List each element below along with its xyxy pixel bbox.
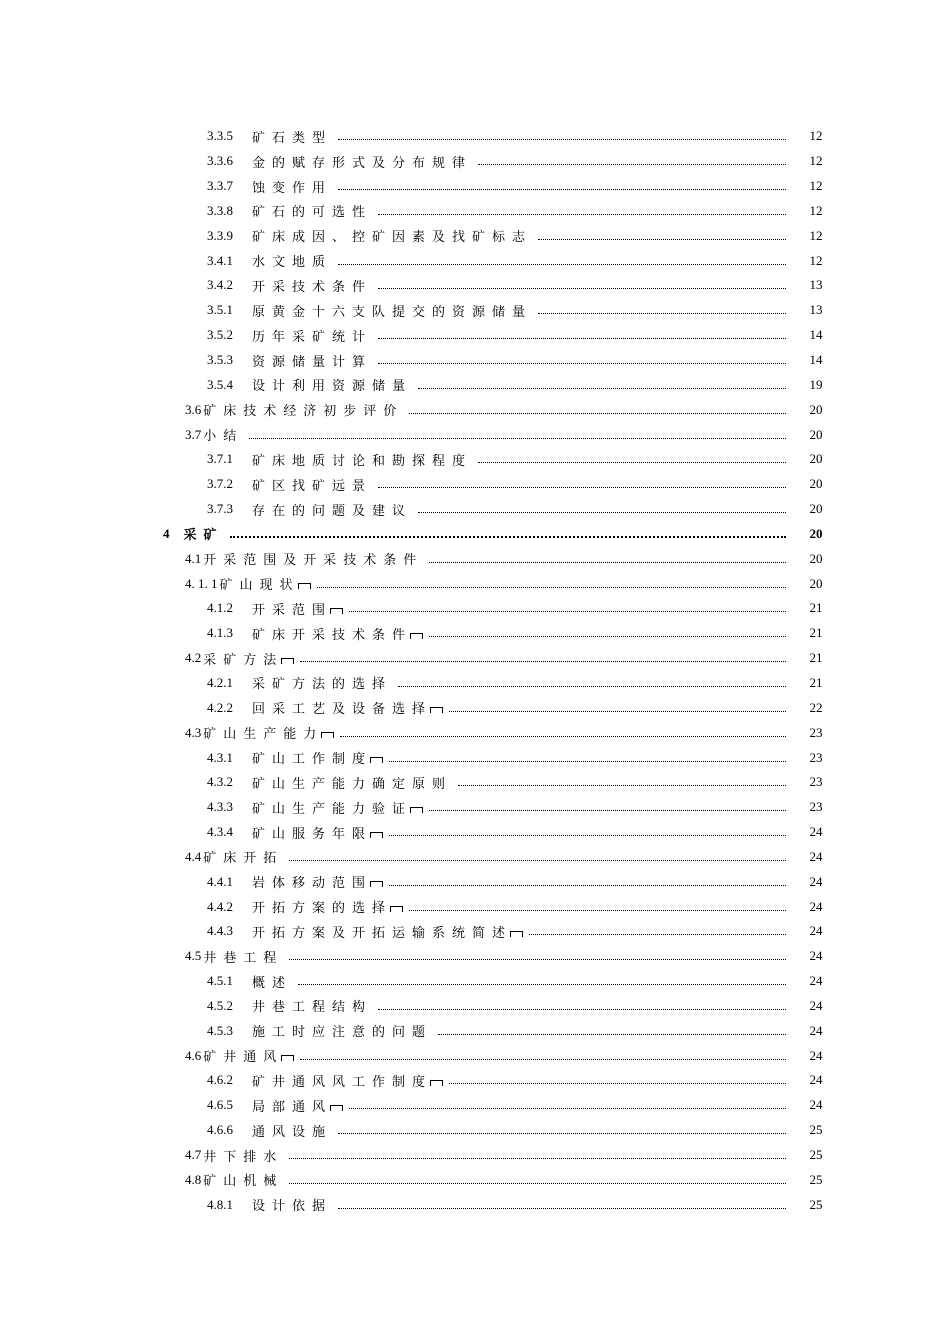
toc-entry-title: 矿山生产能力: [203, 726, 324, 742]
toc-entry-page-number: 24: [809, 1047, 823, 1063]
toc-entry-heading: [0, 698, 443, 717]
dot-leader: [289, 958, 786, 960]
toc-entry[interactable]: [0, 1167, 950, 1192]
toc-entry-heading: [0, 1170, 283, 1189]
toc-entry-title: 开采范围及开采技术条件: [203, 552, 424, 568]
bookmark-mark-icon: [281, 1055, 294, 1061]
toc-entry-page-number: 24: [809, 873, 823, 889]
toc-entry-title: 设计利用资源储量: [252, 378, 413, 394]
dot-leader: [389, 834, 786, 836]
toc-entry-heading: [0, 524, 224, 543]
dot-leader: [538, 312, 786, 314]
toc-entry-number: 4.2.2: [207, 699, 233, 715]
toc-entry-title: 矿床技术经济初步评价: [203, 403, 404, 419]
toc-entry[interactable]: [0, 248, 950, 273]
toc-entry-title: 原黄金十六支队提交的资源储量: [252, 303, 533, 319]
toc-entry[interactable]: [0, 671, 950, 696]
toc-entry-page-number: 20: [809, 451, 823, 467]
bookmark-mark-icon: [330, 608, 343, 614]
toc-entry-title: 开采范围: [252, 601, 333, 617]
toc-entry-title: 小结: [203, 428, 244, 444]
toc-entry-number: 4. 1. 1: [185, 575, 218, 591]
toc-entry-page-number: 24: [809, 997, 823, 1013]
toc-entry-heading: [0, 1096, 343, 1115]
toc-entry[interactable]: [0, 596, 950, 621]
toc-entry-title: 概述: [252, 974, 293, 990]
toc-entry[interactable]: [0, 571, 950, 596]
toc-entry-title: 回采工艺及设备选择: [252, 701, 433, 717]
toc-entry-page-number: 24: [809, 848, 823, 864]
toc-entry-title: 局部通风: [252, 1098, 333, 1114]
toc-entry-number: 4.8: [185, 1171, 202, 1187]
toc-entry-page-number: 13: [809, 277, 823, 293]
toc-entry-page-number: 25: [809, 1147, 823, 1163]
toc-entry[interactable]: [0, 372, 950, 397]
toc-entry-number: 4.1.3: [207, 625, 233, 641]
dot-leader: [429, 809, 786, 811]
toc-entry[interactable]: [0, 522, 950, 547]
toc-entry[interactable]: [0, 447, 950, 472]
toc-entry-title: 蚀变作用: [252, 179, 333, 195]
toc-entry-heading: [0, 897, 403, 916]
toc-entry[interactable]: [0, 969, 950, 994]
dot-leader: [478, 461, 786, 463]
toc-entry-number: 4.3.2: [207, 774, 233, 790]
toc-entry-heading: [0, 549, 423, 568]
toc-entry[interactable]: [0, 944, 950, 969]
toc-entry-page-number: 21: [809, 650, 823, 666]
dot-leader: [230, 535, 786, 538]
bookmark-mark-icon: [370, 757, 383, 763]
toc-entry-heading: [0, 375, 412, 394]
toc-entry-number: 4.4.2: [207, 898, 233, 914]
toc-entry-number: 4.2.1: [207, 674, 233, 690]
toc-entry[interactable]: [0, 1043, 950, 1068]
toc-entry-page-number: 12: [809, 252, 823, 268]
toc-entry-title: 矿山机械: [203, 1173, 284, 1189]
dot-leader: [409, 412, 786, 414]
toc-entry-page-number: 24: [809, 923, 823, 939]
toc-entry-heading: [0, 450, 472, 469]
toc-entry-heading: [0, 1021, 432, 1040]
toc-entry-number: 4.2: [185, 650, 202, 666]
toc-entry-heading: [0, 251, 332, 270]
toc-entry-number: 4.8.1: [207, 1196, 233, 1212]
bookmark-mark-icon: [370, 881, 383, 887]
toc-entry-title: 井巷工程结构: [252, 999, 373, 1015]
bookmark-mark-icon: [370, 832, 383, 838]
dot-leader: [429, 561, 786, 563]
toc-entry-page-number: 19: [809, 376, 823, 392]
dot-leader: [378, 1008, 786, 1010]
toc-entry-heading: [0, 1195, 332, 1214]
dot-leader: [338, 1207, 786, 1209]
dot-leader: [449, 710, 786, 712]
toc-entry[interactable]: [0, 348, 950, 373]
bookmark-mark-icon: [330, 1105, 343, 1111]
toc-entry-number: 4.6.6: [207, 1122, 233, 1138]
dot-leader: [349, 1107, 786, 1109]
toc-entry[interactable]: [0, 919, 950, 944]
toc-entry-number: 4.5: [185, 948, 202, 964]
toc-entry-title: 设计依据: [252, 1198, 333, 1214]
toc-entry-number: 3.4.2: [207, 277, 233, 293]
toc-entry-heading: [0, 922, 523, 941]
toc-entry-heading: [0, 673, 392, 692]
toc-entry-number: 4.1: [185, 550, 202, 566]
dot-leader: [338, 188, 786, 190]
toc-entry-heading: [0, 226, 532, 245]
dot-leader: [317, 586, 786, 588]
dot-leader: [458, 784, 786, 786]
toc-entry[interactable]: [0, 298, 950, 323]
toc-entry[interactable]: [0, 273, 950, 298]
toc-entry-title: 矿石的可选性: [252, 204, 373, 220]
toc-entry-title: 矿床地质讨论和勘探程度: [252, 452, 473, 468]
toc-entry-number: 3.7.2: [207, 476, 233, 492]
toc-entry-page-number: 20: [809, 575, 823, 591]
toc-entry-title: 矿床成因、控矿因素及找矿标志: [252, 229, 533, 245]
toc-entry-number: 4: [163, 525, 170, 541]
dot-leader: [289, 1182, 786, 1184]
toc-entry[interactable]: [0, 323, 950, 348]
toc-entry-title: 存在的问题及建议: [252, 502, 413, 518]
dot-leader: [300, 1058, 786, 1060]
dot-leader: [300, 660, 786, 662]
toc-entry-page-number: 12: [809, 202, 823, 218]
toc-entry-heading: [0, 400, 403, 419]
toc-entry[interactable]: [0, 1068, 950, 1093]
toc-entry-page-number: 20: [809, 426, 823, 442]
toc-entry-page-number: 14: [809, 327, 823, 343]
dot-leader: [429, 635, 786, 637]
toc-entry[interactable]: [0, 1143, 950, 1168]
toc-entry-title: 金的赋存形式及分布规律: [252, 154, 473, 170]
toc-entry-number: 4.5.2: [207, 997, 233, 1013]
dot-leader: [378, 287, 786, 289]
toc-entry[interactable]: [0, 124, 950, 149]
toc-entry-page-number: 25: [809, 1171, 823, 1187]
toc-entry-number: 3.5.4: [207, 376, 233, 392]
toc-entry-heading: [0, 1121, 332, 1140]
toc-entry-number: 3.6: [185, 401, 202, 417]
toc-entry-page-number: 24: [809, 973, 823, 989]
toc-entry-title: 矿床开采技术条件: [252, 626, 413, 642]
toc-entry-title: 矿山生产能力确定原则: [252, 775, 453, 791]
toc-entry-number: 4.4.1: [207, 873, 233, 889]
toc-entry-title: 历年采矿统计: [252, 328, 373, 344]
toc-entry[interactable]: [0, 894, 950, 919]
dot-leader: [338, 1132, 786, 1134]
toc-entry[interactable]: [0, 1118, 950, 1143]
toc-entry-number: 4.4: [185, 848, 202, 864]
toc-entry-title: 矿山工作制度: [252, 751, 373, 767]
dot-leader: [538, 238, 786, 240]
toc-entry[interactable]: [0, 546, 950, 571]
toc-entry[interactable]: [0, 646, 950, 671]
toc-entry-page-number: 20: [809, 550, 823, 566]
toc-entry[interactable]: [0, 695, 950, 720]
bookmark-mark-icon: [390, 906, 403, 912]
toc-entry[interactable]: [0, 844, 950, 869]
toc-entry-heading: [0, 823, 383, 842]
bookmark-mark-icon: [298, 583, 311, 589]
dot-leader: [349, 610, 786, 612]
toc-entry-heading: [0, 972, 292, 991]
toc-entry-number: 3.3.8: [207, 202, 233, 218]
toc-entry-page-number: 25: [809, 1196, 823, 1212]
toc-entry-heading: [0, 847, 283, 866]
dot-leader: [449, 1082, 786, 1084]
toc-entry-page-number: 12: [809, 128, 823, 144]
toc-entry-page-number: 24: [809, 824, 823, 840]
toc-entry-title: 井巷工程: [203, 949, 284, 965]
toc-entry-number: 3.4.1: [207, 252, 233, 268]
toc-entry-heading: [0, 1046, 294, 1065]
toc-entry[interactable]: [0, 994, 950, 1019]
toc-entry-heading: [0, 599, 343, 618]
toc-entry-heading: [0, 1146, 283, 1165]
toc-entry[interactable]: [0, 820, 950, 845]
dot-leader: [378, 486, 786, 488]
toc-entry-heading: [0, 127, 332, 146]
toc-entry-title: 开拓方案及开拓运输系统简述: [252, 924, 513, 940]
bookmark-mark-icon: [510, 931, 523, 937]
dot-leader: [338, 138, 786, 140]
toc-entry-heading: [0, 1071, 443, 1090]
toc-entry-title: 矿山生产能力验证: [252, 800, 413, 816]
toc-entry-number: 4.3.3: [207, 799, 233, 815]
toc-entry-page-number: 23: [809, 724, 823, 740]
toc-entry-title: 通风设施: [252, 1123, 333, 1139]
toc-entry[interactable]: [0, 869, 950, 894]
toc-entry[interactable]: [0, 174, 950, 199]
toc-entry-number: 3.3.6: [207, 153, 233, 169]
toc-entry-heading: [0, 326, 372, 345]
toc-entry-number: 3.7.3: [207, 501, 233, 517]
toc-entry-number: 4.5.3: [207, 1022, 233, 1038]
toc-entry-number: 4.6: [185, 1047, 202, 1063]
toc-entry-number: 4.6.2: [207, 1072, 233, 1088]
bookmark-mark-icon: [430, 707, 443, 713]
toc-entry-title: 矿井通风: [203, 1049, 284, 1065]
toc-entry-page-number: 14: [809, 352, 823, 368]
toc-entry-page-number: 24: [809, 1022, 823, 1038]
toc-entry-heading: [0, 425, 243, 444]
toc-entry-number: 4.5.1: [207, 973, 233, 989]
toc-entry[interactable]: [0, 1192, 950, 1217]
toc-entry[interactable]: [0, 497, 950, 522]
toc-entry[interactable]: [0, 223, 950, 248]
toc-entry-page-number: 20: [809, 501, 823, 517]
toc-entry-page-number: 22: [809, 699, 823, 715]
toc-entry-heading: [0, 500, 412, 519]
toc-entry-title: 采矿方法: [203, 651, 284, 667]
bookmark-mark-icon: [321, 732, 334, 738]
bookmark-mark-icon: [410, 807, 423, 813]
toc-entry-page-number: 12: [809, 153, 823, 169]
toc-entry-heading: [0, 624, 423, 643]
dot-leader: [438, 1033, 786, 1035]
dot-leader: [398, 685, 786, 687]
dot-leader: [298, 983, 786, 985]
toc-entry-heading: [0, 947, 283, 966]
dot-leader: [378, 362, 786, 364]
toc-entry-page-number: 23: [809, 799, 823, 815]
toc-entry-title: 矿井通风风工作制度: [252, 1073, 433, 1089]
toc-entry-title: 开拓方案的选择: [252, 900, 393, 916]
dot-leader: [340, 735, 786, 737]
toc-entry-page-number: 21: [809, 625, 823, 641]
toc-entry-title: 资源储量计算: [252, 353, 373, 369]
dot-leader: [418, 511, 786, 513]
toc-entry-page-number: 25: [809, 1122, 823, 1138]
bookmark-mark-icon: [281, 658, 294, 664]
toc-entry-page-number: 12: [809, 227, 823, 243]
toc-entry-heading: [0, 301, 532, 320]
toc-entry-number: 3.5.3: [207, 352, 233, 368]
dot-leader: [378, 213, 786, 215]
toc-entry-title: 采矿: [183, 527, 224, 543]
toc-entry-title: 井下排水: [203, 1148, 284, 1164]
dot-leader: [378, 337, 786, 339]
toc-entry[interactable]: [0, 745, 950, 770]
toc-entry[interactable]: [0, 149, 950, 174]
dot-leader: [389, 760, 786, 762]
toc-entry-page-number: 21: [809, 600, 823, 616]
toc-entry-heading: [0, 798, 423, 817]
toc-entry-number: 4.7: [185, 1147, 202, 1163]
toc-entry[interactable]: [0, 199, 950, 224]
dot-leader: [409, 909, 786, 911]
toc-entry-title: 矿山服务年限: [252, 825, 373, 841]
dot-leader: [289, 1157, 786, 1159]
toc-entry-heading: [0, 177, 332, 196]
dot-leader: [289, 859, 786, 861]
toc-entry-title: 水文地质: [252, 254, 333, 270]
dot-leader: [529, 933, 786, 935]
toc-entry-number: 3.7: [185, 426, 202, 442]
toc-entry-page-number: 24: [809, 1097, 823, 1113]
toc-entry-number: 3.5.2: [207, 327, 233, 343]
toc-entry[interactable]: [0, 472, 950, 497]
bookmark-mark-icon: [410, 633, 423, 639]
toc-entry-title: 岩体移动范围: [252, 875, 373, 891]
toc-entry-page-number: 20: [809, 476, 823, 492]
toc-entry-page-number: 13: [809, 302, 823, 318]
toc-entry-heading: [0, 649, 294, 668]
toc-entry-heading: [0, 574, 311, 593]
toc-entry-page-number: 23: [809, 749, 823, 765]
toc-entry[interactable]: [0, 1093, 950, 1118]
toc-entry[interactable]: [0, 1018, 950, 1043]
table-of-contents: [0, 124, 950, 1217]
toc-entry-number: 3.3.9: [207, 227, 233, 243]
toc-entry-title: 采矿方法的选择: [252, 676, 393, 692]
dot-leader: [478, 163, 786, 165]
toc-entry-number: 4.3.4: [207, 824, 233, 840]
toc-entry-number: 3.5.1: [207, 302, 233, 318]
toc-entry-page-number: 23: [809, 774, 823, 790]
toc-entry-number: 3.3.5: [207, 128, 233, 144]
toc-entry-heading: [0, 201, 372, 220]
toc-entry-number: 4.4.3: [207, 923, 233, 939]
toc-entry-number: 4.3: [185, 724, 202, 740]
toc-entry-number: 4.6.5: [207, 1097, 233, 1113]
toc-entry[interactable]: [0, 795, 950, 820]
toc-entry-title: 矿区找矿远景: [252, 477, 373, 493]
bookmark-mark-icon: [430, 1080, 443, 1086]
toc-entry-page-number: 12: [809, 178, 823, 194]
dot-leader: [389, 884, 786, 886]
toc-entry-number: 4.1.2: [207, 600, 233, 616]
toc-entry-page-number: 21: [809, 674, 823, 690]
toc-entry-heading: [0, 773, 452, 792]
toc-entry-page-number: 20: [809, 401, 823, 417]
toc-entry-page-number: 24: [809, 1072, 823, 1088]
dot-leader: [249, 437, 786, 439]
toc-entry-heading: [0, 872, 383, 891]
toc-entry[interactable]: [0, 397, 950, 422]
toc-entry-page-number: 24: [809, 898, 823, 914]
toc-entry-page-number: 24: [809, 948, 823, 964]
toc-entry-number: 3.7.1: [207, 451, 233, 467]
toc-entry-heading: [0, 723, 334, 742]
toc-entry[interactable]: [0, 770, 950, 795]
toc-entry-heading: [0, 996, 372, 1015]
toc-entry-number: 4.3.1: [207, 749, 233, 765]
toc-entry-heading: [0, 276, 372, 295]
toc-entry-heading: [0, 475, 372, 494]
dot-leader: [338, 263, 786, 265]
toc-entry[interactable]: [0, 422, 950, 447]
toc-entry-heading: [0, 152, 472, 171]
toc-entry-title: 开采技术条件: [252, 278, 373, 294]
toc-entry-title: 施工时应注意的问题: [252, 1024, 433, 1040]
toc-entry[interactable]: [0, 621, 950, 646]
toc-entry-title: 矿山现状: [219, 577, 300, 593]
toc-entry[interactable]: [0, 720, 950, 745]
toc-entry-heading: [0, 351, 372, 370]
toc-entry-heading: [0, 748, 383, 767]
toc-entry-title: 矿床开拓: [203, 850, 284, 866]
toc-entry-title: 矿石类型: [252, 129, 333, 145]
dot-leader: [418, 387, 786, 389]
toc-entry-page-number: 20: [809, 525, 823, 541]
toc-entry-number: 3.3.7: [207, 178, 233, 194]
